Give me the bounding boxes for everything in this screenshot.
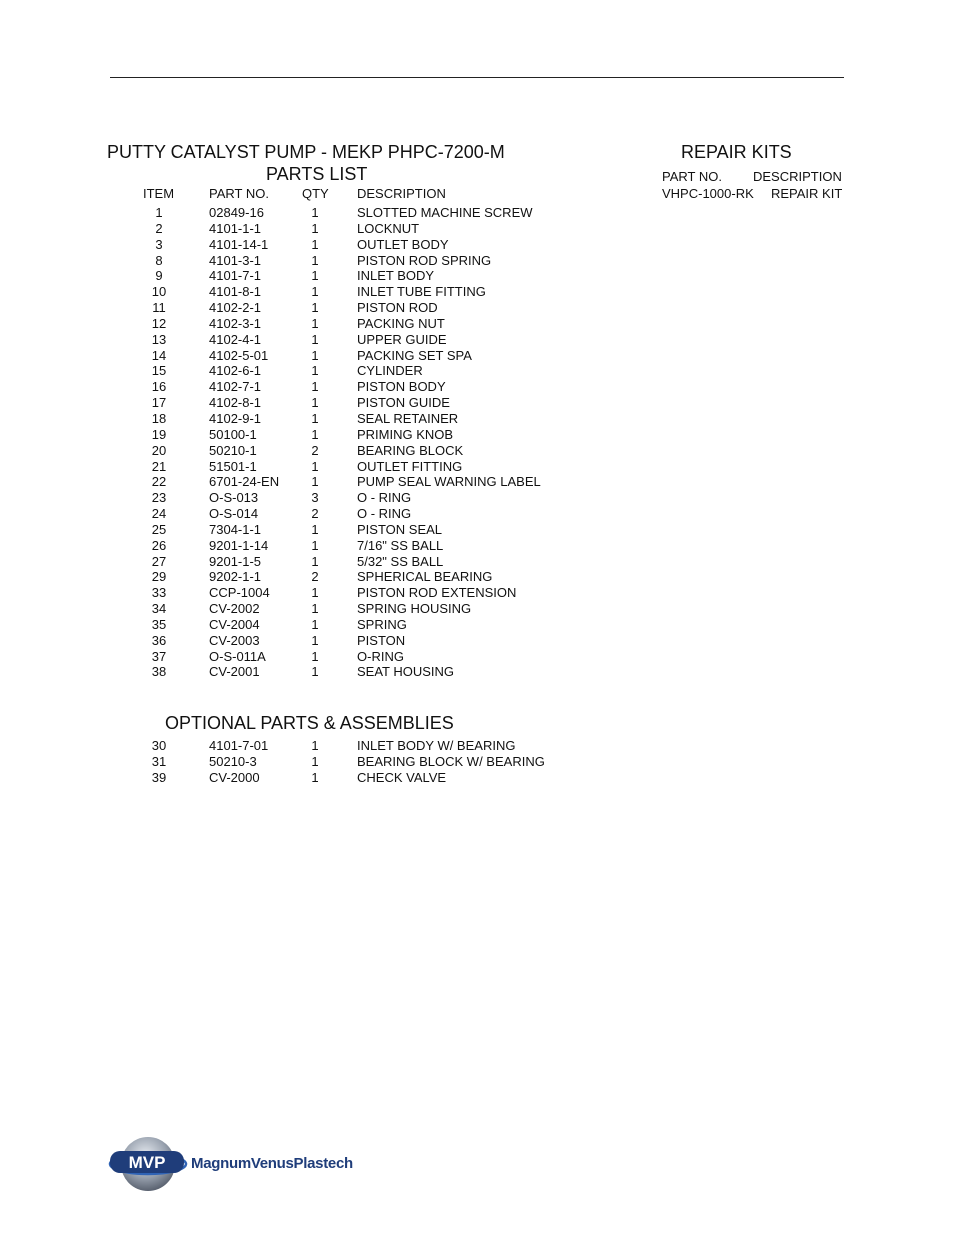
quantity: 1 (311, 664, 319, 680)
quantity: 1 (311, 315, 319, 331)
table-row (0, 554, 954, 570)
quantity: 1 (311, 205, 319, 220)
table-row (0, 316, 954, 332)
item-number: 16 (151, 379, 167, 395)
table-row (0, 490, 954, 506)
part-description: SEAT HOUSING (357, 664, 455, 680)
item-number: 24 (151, 506, 167, 522)
table-row (0, 395, 954, 411)
quantity: 1 (311, 426, 319, 442)
quantity: 3 (311, 490, 319, 506)
part-number: 4102-4-1 (209, 331, 262, 347)
table-row (0, 474, 954, 490)
part-description: PISTON ROD EXTENSION (357, 585, 517, 601)
table-row (0, 585, 954, 601)
item-number: 13 (151, 331, 167, 347)
quantity: 1 (311, 268, 319, 284)
column-header-item: ITEM (143, 186, 175, 201)
quantity: 1 (311, 753, 319, 769)
logo-initials: MVP (128, 1153, 166, 1172)
table-row (0, 237, 954, 253)
part-description: SPRING HOUSING (357, 601, 472, 617)
part-number: 50100-1 (209, 426, 257, 442)
table-row (0, 332, 954, 348)
part-description: UPPER GUIDE (357, 331, 447, 347)
item-number: 25 (151, 521, 167, 537)
item-number: 29 (151, 569, 167, 585)
part-number: CV-2004 (209, 616, 260, 632)
table-row (0, 348, 954, 364)
item-number: 11 (152, 300, 166, 316)
part-description: SLOTTED MACHINE SCREW (357, 205, 533, 220)
column-header-description: DESCRIPTION (357, 186, 446, 201)
part-number: O-S-011A (209, 648, 266, 664)
part-number: CV-2002 (209, 601, 260, 617)
item-number: 33 (151, 585, 167, 601)
optional-parts-table (0, 738, 954, 786)
item-number: 9 (155, 268, 163, 284)
part-number: 4101-1-1 (209, 220, 262, 236)
part-number: 4102-5-01 (209, 347, 269, 363)
table-row (0, 268, 954, 284)
quantity: 1 (311, 474, 319, 490)
part-number: 51501-1 (209, 458, 257, 474)
item-number: 35 (151, 616, 167, 632)
quantity: 2 (311, 569, 319, 585)
table-row (0, 538, 954, 554)
item-number: 2 (155, 220, 163, 236)
part-number: 6701-24-EN (209, 474, 280, 490)
quantity: 1 (311, 363, 319, 379)
part-description: PISTON BODY (357, 379, 446, 395)
column-header-qty: QTY (302, 186, 329, 201)
optional-parts-title: OPTIONAL PARTS & ASSEMBLIES (165, 713, 454, 733)
header-rule (110, 77, 844, 78)
item-number: 17 (151, 395, 167, 411)
table-row (0, 284, 954, 300)
item-number: 26 (151, 537, 167, 553)
item-number: 15 (151, 363, 167, 379)
quantity: 1 (311, 585, 319, 601)
table-row (0, 506, 954, 522)
part-description: OUTLET FITTING (357, 458, 463, 474)
part-number: 4101-7-1 (209, 268, 262, 284)
part-description: CHECK VALVE (357, 769, 447, 785)
table-row (0, 754, 954, 770)
item-number: 36 (151, 632, 167, 648)
part-number: 4102-2-1 (209, 300, 262, 316)
quantity: 1 (311, 300, 319, 316)
part-description: BEARING BLOCK W/ BEARING (357, 753, 545, 769)
part-description: PISTON SEAL (357, 521, 443, 537)
quantity: 1 (311, 537, 319, 553)
part-number: 9201-1-5 (209, 553, 262, 569)
table-row (0, 633, 954, 649)
item-number: 22 (151, 474, 167, 490)
table-row (0, 649, 954, 665)
table-row (0, 443, 954, 459)
quantity: 1 (311, 284, 319, 300)
quantity: 1 (311, 769, 319, 785)
quantity: 1 (311, 220, 319, 236)
document-title: PUTTY CATALYST PUMP - MEKP PHPC-7200-M (107, 142, 505, 162)
item-number: 23 (151, 490, 167, 506)
company-name: MagnumVenusPlastech (191, 1155, 353, 1172)
table-row (0, 221, 954, 237)
part-description: O - RING (357, 506, 412, 522)
part-description: PRIMING KNOB (357, 426, 454, 442)
quantity: 1 (311, 458, 319, 474)
part-description: SEAL RETAINER (357, 410, 459, 426)
item-number: 19 (151, 426, 167, 442)
part-number: 4101-8-1 (209, 284, 262, 300)
item-number: 12 (151, 315, 167, 331)
part-description: PISTON ROD (357, 300, 438, 316)
part-description: BEARING BLOCK (357, 442, 464, 458)
part-number: 02849-16 (209, 205, 264, 220)
part-number: CV-2000 (209, 769, 260, 785)
quantity: 1 (311, 616, 319, 632)
item-number: 27 (151, 553, 167, 569)
part-number: 50210-1 (209, 442, 257, 458)
part-number: 7304-1-1 (209, 521, 262, 537)
quantity: 1 (311, 553, 319, 569)
part-number: O-S-014 (209, 506, 259, 522)
item-number: 1 (155, 205, 163, 220)
part-number: CCP-1004 (209, 585, 270, 601)
repair-kits-col-description: DESCRIPTION (753, 169, 842, 184)
item-number: 34 (151, 601, 167, 617)
part-number: 4102-3-1 (209, 315, 262, 331)
table-row (0, 601, 954, 617)
part-number: CV-2003 (209, 632, 260, 648)
repair-kits-title: REPAIR KITS (681, 142, 792, 162)
item-number: 10 (151, 284, 167, 300)
part-description: OUTLET BODY (357, 236, 449, 252)
part-number: 9201-1-14 (209, 537, 269, 553)
part-description: INLET BODY W/ BEARING (357, 738, 516, 753)
table-row (0, 427, 954, 443)
part-number: 4101-7-01 (209, 738, 269, 753)
part-description: PUMP SEAL WARNING LABEL (357, 474, 541, 490)
part-description: PISTON GUIDE (357, 395, 450, 411)
quantity: 1 (311, 395, 319, 411)
part-description: 5/32" SS BALL (357, 553, 444, 569)
table-row (0, 253, 954, 269)
part-number: 4102-6-1 (209, 363, 262, 379)
quantity: 1 (311, 236, 319, 252)
part-number: 4102-9-1 (209, 410, 262, 426)
table-row (0, 770, 954, 786)
item-number: 3 (155, 236, 163, 252)
part-number: O-S-013 (209, 490, 259, 506)
table-row (0, 205, 954, 221)
table-row (0, 522, 954, 538)
item-number: 20 (151, 442, 167, 458)
item-number: 30 (151, 738, 167, 753)
part-description: CYLINDER (357, 363, 423, 379)
quantity: 1 (311, 521, 319, 537)
table-row (0, 379, 954, 395)
quantity: 1 (311, 379, 319, 395)
quantity: 1 (311, 648, 319, 664)
part-description: PACKING NUT (357, 315, 445, 331)
part-description: O-RING (357, 648, 404, 664)
part-number: 4101-14-1 (209, 236, 269, 252)
part-number: 4101-3-1 (209, 252, 262, 268)
part-number: 50210-3 (209, 753, 257, 769)
item-number: 39 (151, 769, 167, 785)
parts-table (0, 205, 954, 680)
part-description: LOCKNUT (357, 220, 420, 236)
table-row (0, 363, 954, 379)
item-number: 38 (151, 664, 167, 680)
quantity: 1 (311, 410, 319, 426)
part-description: INLET BODY (357, 268, 435, 284)
item-number: 14 (151, 347, 167, 363)
quantity: 1 (311, 252, 319, 268)
quantity: 1 (311, 632, 319, 648)
part-description: PISTON (357, 632, 406, 648)
table-row (0, 459, 954, 475)
table-row (0, 569, 954, 585)
quantity: 2 (311, 442, 319, 458)
table-row (0, 738, 954, 754)
quantity: 1 (311, 738, 319, 753)
table-row (0, 300, 954, 316)
part-description: SPRING (357, 616, 407, 632)
table-row (0, 617, 954, 633)
item-number: 31 (151, 753, 167, 769)
item-number: 21 (151, 458, 167, 474)
part-number: 4102-7-1 (209, 379, 262, 395)
part-number: 4102-8-1 (209, 395, 262, 411)
repair-kit-description: REPAIR KIT (771, 186, 843, 201)
part-number: CV-2001 (209, 664, 260, 680)
table-row (0, 411, 954, 427)
table-row (0, 664, 954, 680)
part-description: PISTON ROD SPRING (357, 252, 492, 268)
item-number: 18 (151, 410, 167, 426)
quantity: 1 (311, 601, 319, 617)
quantity: 1 (311, 347, 319, 363)
part-description: O - RING (357, 490, 412, 506)
part-description: 7/16" SS BALL (357, 537, 444, 553)
quantity: 1 (311, 331, 319, 347)
quantity: 2 (311, 506, 319, 522)
repair-kits-col-part-no: PART NO. (662, 169, 722, 184)
item-number: 37 (151, 648, 167, 664)
part-description: SPHERICAL BEARING (357, 569, 493, 585)
part-description: PACKING SET SPA (357, 347, 472, 363)
item-number: 8 (155, 252, 163, 268)
column-header-part-no: PART NO. (209, 186, 269, 201)
part-number: 9202-1-1 (209, 569, 262, 585)
parts-list-title: PARTS LIST (266, 164, 368, 184)
part-description: INLET TUBE FITTING (357, 284, 486, 300)
repair-kit-part-no: VHPC-1000-RK (662, 186, 754, 201)
